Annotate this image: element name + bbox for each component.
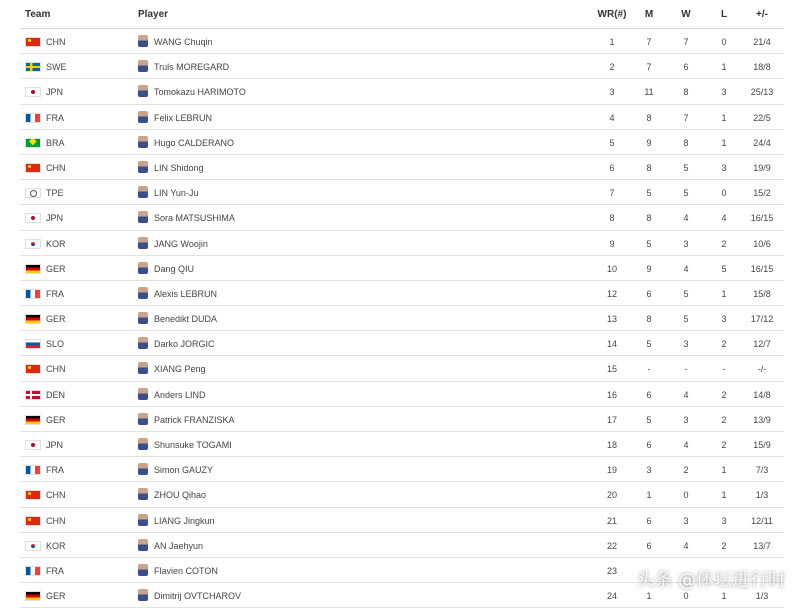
matches: 8	[646, 112, 652, 123]
player-name[interactable]: Anders LIND	[154, 389, 206, 400]
player-avatar-icon	[138, 85, 148, 97]
losses: -	[722, 364, 726, 375]
player-avatar-icon	[138, 362, 148, 374]
matches: 6	[646, 440, 652, 450]
table-row[interactable]	[20, 256, 784, 281]
flag-icon	[25, 264, 41, 274]
player-name[interactable]: Darko JORGIC	[154, 339, 215, 350]
matches: 7	[646, 62, 652, 73]
losses: 3	[721, 314, 727, 325]
player-name[interactable]: AN Jaehyun	[154, 540, 204, 551]
table-row[interactable]	[20, 533, 784, 558]
wins: 5	[683, 314, 689, 325]
losses: 0	[721, 188, 727, 199]
wins: 8	[683, 87, 689, 98]
plus-minus: 12/11	[751, 515, 773, 526]
losses: 1	[721, 288, 727, 299]
flag-icon	[25, 415, 41, 425]
team-code: CHN	[46, 364, 66, 375]
table-row[interactable]	[20, 231, 784, 256]
plus-minus: 19/9	[753, 162, 771, 173]
table-row[interactable]	[20, 482, 784, 507]
flag-icon	[25, 541, 41, 551]
flag-icon	[25, 188, 41, 198]
flag-icon	[25, 364, 41, 374]
world-rank: 4	[609, 112, 615, 123]
wins: 5	[683, 188, 689, 199]
player-name[interactable]: LIANG Jingkun	[154, 515, 215, 526]
table-row[interactable]	[20, 508, 784, 533]
team-code: CHN	[46, 37, 66, 47]
team-code: GER	[46, 414, 66, 425]
header-team[interactable]: Team	[25, 9, 51, 20]
losses: 0	[721, 37, 727, 47]
team-code: KOR	[46, 238, 66, 249]
world-rank: 5	[609, 137, 615, 148]
player-name[interactable]: Sora MATSUSHIMA	[154, 213, 235, 224]
plus-minus: 14/8	[753, 389, 771, 400]
matches: 1	[646, 490, 652, 501]
player-name[interactable]: Patrick FRANZISKA	[154, 414, 235, 425]
player-name[interactable]: LIN Yun-Ju	[154, 188, 199, 199]
player-name[interactable]: XIANG Peng	[154, 364, 206, 375]
player-avatar-icon	[138, 211, 148, 223]
player-name[interactable]: Benedikt DUDA	[154, 314, 218, 325]
table-row[interactable]	[20, 356, 784, 381]
player-name[interactable]: Tomokazu HARIMOTO	[154, 87, 246, 98]
table-row[interactable]	[20, 155, 784, 180]
table-row[interactable]	[20, 130, 784, 155]
matches: -	[647, 364, 651, 375]
wins: 3	[683, 238, 689, 249]
plus-minus: 15/8	[753, 288, 771, 299]
wins: 3	[683, 339, 689, 350]
wins: 5	[683, 288, 689, 299]
losses: 2	[721, 389, 727, 400]
player-avatar-icon	[138, 539, 148, 551]
plus-minus: 1/3	[755, 490, 769, 501]
losses: 3	[721, 87, 727, 98]
player-avatar-icon	[138, 161, 148, 173]
plus-minus: 24/4	[753, 137, 771, 148]
flag-icon	[25, 239, 41, 249]
losses: 4	[721, 213, 727, 224]
player-name[interactable]: Felix LEBRUN	[154, 112, 213, 123]
matches: 8	[646, 314, 652, 325]
matches: 6	[646, 389, 652, 400]
matches: 6	[646, 540, 652, 551]
world-rank: 9	[609, 238, 615, 249]
world-rank: 8	[609, 213, 615, 224]
wins: 4	[683, 540, 689, 551]
world-rank: 17	[606, 414, 617, 425]
header-plus-minus[interactable]: +/-	[756, 9, 768, 20]
losses: 1	[721, 490, 727, 501]
header-player[interactable]: Player	[138, 9, 169, 20]
losses: 2	[721, 414, 727, 425]
flag-icon	[25, 113, 41, 123]
flag-icon	[25, 163, 41, 173]
header-world-rank[interactable]: WR(#)	[597, 9, 627, 20]
flag-icon	[25, 37, 41, 47]
table-row[interactable]	[20, 457, 784, 482]
player-name[interactable]: LIN Shidong	[154, 162, 204, 173]
flag-icon	[25, 62, 41, 72]
table-row[interactable]	[20, 407, 784, 432]
team-code: CHN	[46, 162, 66, 173]
player-name[interactable]: Simon GAUZY	[154, 465, 214, 476]
team-code: JPN	[46, 213, 64, 224]
player-avatar-icon	[138, 413, 148, 425]
losses: 2	[721, 339, 727, 350]
wins: 7	[683, 112, 689, 123]
flag-icon	[25, 314, 41, 324]
world-rank: 2	[609, 62, 615, 73]
player-avatar-icon	[138, 589, 148, 601]
player-avatar-icon	[138, 438, 148, 450]
world-rank: 12	[606, 288, 617, 299]
header-losses[interactable]: L	[720, 9, 728, 20]
losses: 3	[721, 515, 727, 526]
world-rank: 3	[609, 87, 615, 98]
header-wins[interactable]: W	[681, 9, 691, 20]
player-name[interactable]: ZHOU Qihao	[154, 490, 207, 501]
player-name[interactable]: Truls MOREGARD	[154, 62, 230, 73]
player-name[interactable]: WANG Chuqin	[154, 37, 213, 47]
plus-minus: 7/3	[755, 465, 769, 476]
team-code: CHN	[46, 515, 66, 526]
wins: 7	[683, 37, 689, 47]
player-avatar-icon	[138, 60, 148, 72]
flag-icon	[25, 390, 41, 400]
plus-minus: 21/4	[753, 37, 771, 47]
table-row[interactable]	[20, 382, 784, 407]
losses: 1	[721, 591, 727, 602]
wins: 5	[683, 162, 689, 173]
table-header	[20, 0, 784, 29]
matches: 7	[646, 37, 652, 47]
matches: 1	[646, 591, 652, 602]
world-rank: 15	[606, 364, 617, 375]
plus-minus: 16/15	[750, 213, 774, 224]
player-name[interactable]: Shunsuke TOGAMI	[154, 440, 232, 450]
flag-icon	[25, 440, 41, 450]
wins: 4	[683, 213, 689, 224]
plus-minus: 1/3	[755, 591, 769, 602]
flag-icon	[25, 566, 41, 576]
team-code: JPN	[46, 440, 64, 450]
plus-minus: 10/6	[753, 238, 771, 249]
flag-icon	[25, 289, 41, 299]
flag-icon	[25, 87, 41, 97]
losses: 1	[721, 112, 727, 123]
team-code: SWE	[46, 62, 67, 73]
team-code: GER	[46, 314, 66, 325]
plus-minus: 13/7	[753, 540, 771, 551]
losses: 1	[721, 137, 727, 148]
wins: 4	[683, 263, 689, 274]
matches: 3	[646, 465, 652, 476]
team-code: FRA	[46, 112, 64, 123]
wins: 0	[683, 591, 689, 602]
losses: 2	[721, 540, 727, 551]
plus-minus: 15/9	[753, 440, 771, 450]
losses: 2	[721, 440, 727, 450]
losses: 5	[721, 263, 727, 274]
team-code: BRA	[46, 137, 65, 148]
world-rank: 7	[609, 188, 615, 199]
player-avatar-icon	[138, 388, 148, 400]
team-code: GER	[46, 591, 66, 602]
matches: 5	[646, 238, 652, 249]
flag-icon	[25, 490, 41, 500]
matches: 6	[646, 515, 652, 526]
world-rank: 19	[606, 465, 617, 476]
team-code: FRA	[46, 565, 64, 576]
plus-minus: -/-	[757, 364, 767, 375]
world-rank: 20	[606, 490, 617, 501]
plus-minus: 25/13	[750, 87, 774, 98]
table-row[interactable]	[20, 29, 784, 54]
losses: 1	[721, 62, 727, 73]
player-avatar-icon	[138, 564, 148, 576]
player-avatar-icon	[138, 337, 148, 349]
table-row[interactable]	[20, 54, 784, 79]
player-avatar-icon	[138, 514, 148, 526]
player-avatar-icon	[138, 111, 148, 123]
table-body	[20, 29, 784, 608]
world-rank: 16	[606, 389, 617, 400]
header-matches[interactable]: M	[644, 9, 654, 20]
world-rank: 22	[606, 540, 617, 551]
wins: 3	[683, 515, 689, 526]
table-row[interactable]	[20, 180, 784, 205]
matches: 5	[646, 339, 652, 350]
player-name[interactable]: Dang QIU	[154, 263, 195, 274]
world-rank: 14	[606, 339, 617, 350]
team-code: FRA	[46, 288, 64, 299]
wins: -	[684, 364, 688, 375]
flag-icon	[25, 591, 41, 601]
table-row[interactable]	[20, 281, 784, 306]
team-code: SLO	[46, 339, 65, 350]
wins: 4	[683, 440, 689, 450]
matches: 9	[646, 137, 652, 148]
table-row[interactable]	[20, 306, 784, 331]
player-name[interactable]: Dimitrij OVTCHAROV	[154, 591, 241, 602]
plus-minus: 22/5	[753, 112, 771, 123]
team-code: DEN	[46, 389, 66, 400]
player-avatar-icon	[138, 262, 148, 274]
plus-minus: 17/12	[750, 314, 774, 325]
flag-icon	[25, 465, 41, 475]
plus-minus: 16/15	[750, 263, 774, 274]
player-avatar-icon	[138, 136, 148, 148]
flag-icon	[25, 339, 41, 349]
losses: 2	[721, 238, 727, 249]
player-avatar-icon	[138, 287, 148, 299]
flag-icon	[25, 516, 41, 526]
plus-minus: 18/8	[753, 62, 771, 73]
player-avatar-icon	[138, 463, 148, 475]
world-rank: 18	[606, 440, 617, 450]
player-avatar-icon	[138, 35, 148, 47]
plus-minus: 13/9	[753, 414, 771, 425]
world-rank: 1	[609, 37, 615, 47]
wins: 0	[683, 490, 689, 501]
table-row[interactable]	[20, 432, 784, 457]
table-row[interactable]	[20, 205, 784, 230]
wins: 2	[683, 465, 689, 476]
matches: 9	[646, 263, 652, 274]
player-name[interactable]: Alexis LEBRUN	[154, 288, 218, 299]
matches: 6	[646, 288, 652, 299]
world-rank: 6	[609, 162, 615, 173]
table-row[interactable]	[20, 79, 784, 104]
wins: 4	[683, 389, 689, 400]
team-code: FRA	[46, 465, 64, 476]
wins: 3	[683, 414, 689, 425]
plus-minus: 15/2	[753, 188, 771, 199]
player-name[interactable]: Hugo CALDERANO	[154, 137, 235, 148]
team-code: CHN	[46, 490, 66, 501]
wins: 8	[683, 137, 689, 148]
flag-icon	[25, 138, 41, 148]
team-code: KOR	[46, 540, 66, 551]
losses: 1	[721, 465, 727, 476]
player-avatar-icon	[138, 186, 148, 198]
world-rank: 13	[606, 314, 617, 325]
matches: 8	[646, 162, 652, 173]
player-avatar-icon	[138, 488, 148, 500]
matches: 5	[646, 188, 652, 199]
team-code: TPE	[46, 188, 64, 199]
table-row[interactable]	[20, 105, 784, 130]
player-name[interactable]: JANG Woojin	[154, 238, 208, 249]
matches: 11	[644, 87, 654, 98]
world-rank: 24	[606, 591, 617, 602]
world-rank: 23	[606, 565, 617, 576]
player-name[interactable]: Flavien COTON	[154, 565, 218, 576]
player-avatar-icon	[138, 237, 148, 249]
team-code: GER	[46, 263, 66, 274]
plus-minus: 12/7	[753, 339, 771, 350]
losses: 3	[721, 162, 727, 173]
flag-icon	[25, 213, 41, 223]
team-code: JPN	[46, 87, 64, 98]
matches: 8	[646, 213, 652, 224]
world-rank: 10	[606, 263, 617, 274]
watermark: 头条 @体坛进行时	[636, 570, 786, 591]
player-avatar-icon	[138, 312, 148, 324]
matches: 5	[646, 414, 652, 425]
world-rank: 21	[606, 515, 617, 526]
wins: 6	[683, 62, 689, 73]
table-row[interactable]	[20, 331, 784, 356]
standings-table	[20, 0, 784, 608]
